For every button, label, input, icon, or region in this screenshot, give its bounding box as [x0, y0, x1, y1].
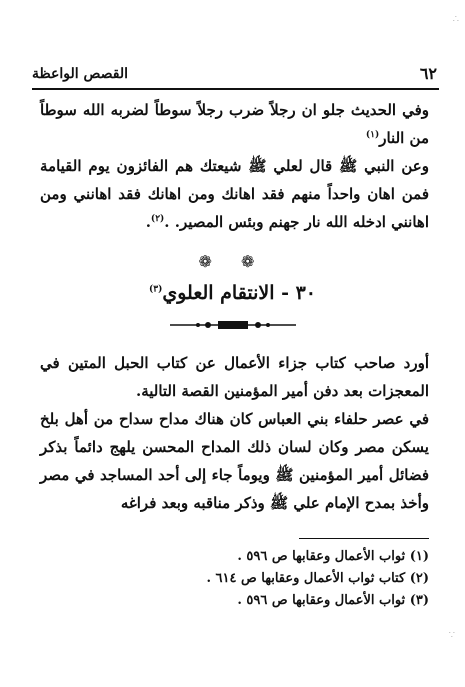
paragraph-text: وفي الحديث جلو ان رجلاً ضرب رجلاً سوطاً لضربه الله سوطاً من النار — [40, 101, 429, 147]
scan-speck: ∵ — [448, 630, 455, 641]
header-rule — [32, 88, 439, 90]
footnotes — [40, 546, 429, 612]
scan-speck: ∴ — [452, 14, 459, 25]
paragraph-story: في عصر حلفاء بني العباس كان هناك مداح سداح من أهل بلخ يسكن مصر وكان لسان ذلك المداح المحسن يلهج دائماً بذكر فضائل أمير المؤمنين ﷺ ويوماً جاء إلى أحد المساجد في مصر وأخذ بمدح الإمام علي ﷺ وذكر مناقبه وبعد فراغه — [40, 410, 429, 512]
section-heading — [0, 282, 465, 304]
page-number: ٦٢ — [419, 64, 437, 83]
footnote-ref: (٣) — [148, 284, 163, 295]
footnote-item: (٢) كتاب ثواب الأعمال وعقابها ص ٦١٤ . — [206, 571, 429, 586]
footnote-item: (١) ثواب الأعمال وعقابها ص ٥٩٦ . — [237, 549, 429, 564]
section-divider-stars: ❁ ❁ — [198, 252, 267, 271]
paragraph-hadith-shia — [40, 152, 429, 236]
footnote-ref: (٢) — [150, 214, 165, 224]
paragraph-source: أورد صاحب كتاب جزاء الأعمال عن كتاب الحبل المتين في المعجزات بعد دفن أمير المؤمنين القصة التالية. — [40, 354, 429, 400]
footnote-item: (٣) ثواب الأعمال وعقابها ص ٥٩٦ . — [237, 593, 429, 608]
paragraph-hadith-whip — [40, 96, 429, 152]
footnote-ref: (١) — [365, 130, 380, 140]
heading-ornament — [170, 320, 296, 330]
section-title: ٣٠ - الانتقام العلوي — [162, 282, 317, 304]
footnote-separator — [299, 538, 429, 539]
paragraph-end-mark: . — [145, 213, 151, 231]
paragraph-text: وعن النبي ﷺ قال لعلي ﷺ شيعتك هم الفائزون يوم القيامة فمن اهان واحداً منهم فقد اهانك ومن اهانك فقد اهانني ومن اهانني ادخله الله نار جهنم وبئس المصير. . — [40, 157, 429, 231]
book-title: القصص الواعظة — [32, 66, 129, 82]
running-head — [32, 64, 437, 88]
